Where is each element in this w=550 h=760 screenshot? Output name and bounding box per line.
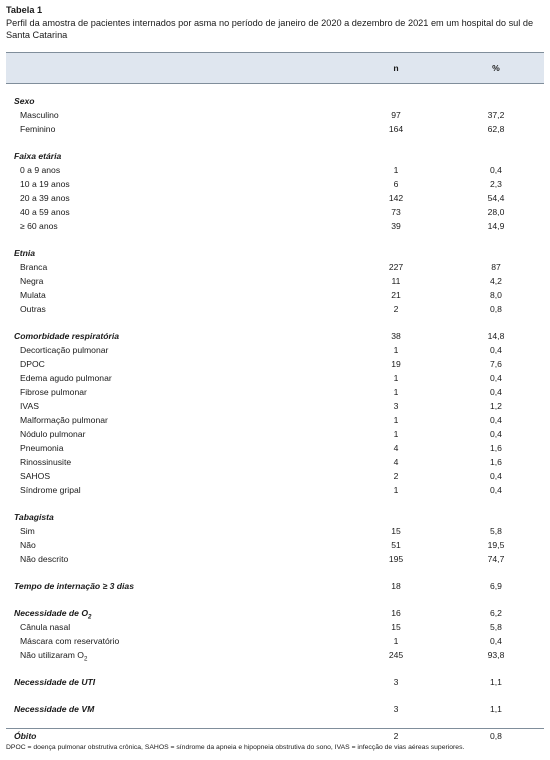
table-row-label: 0 a 9 anos [20,165,61,175]
group-header-label: Necessidade de UTI [14,677,96,687]
table-row-n: 21 [391,290,401,300]
group-header-percent: 6,2 [490,608,502,618]
table-row [6,288,544,302]
table-row [6,385,544,399]
header-n: n [393,63,399,73]
table-row [6,219,544,233]
table-row-percent: 0,4 [490,429,502,439]
table-row-n: 73 [391,207,401,217]
table-row-label: Não descrito [20,554,69,564]
table-row-n: 164 [388,124,404,134]
group-header [6,149,544,163]
table-row-n: 1 [393,429,399,439]
table-row-label: Máscara com reservatório [20,636,120,646]
table-row-label: Malformação pulmonar [20,415,108,425]
group-header-n: 3 [393,704,399,714]
table-row-n: 39 [391,221,401,231]
table-row-label: Edema agudo pulmonar [20,373,112,383]
table-row-percent: 0,4 [490,373,502,383]
table-row [6,483,544,497]
table-row-percent: 4,2 [490,276,502,286]
table-row-n: 227 [388,262,404,272]
group-header-n: 18 [391,581,401,591]
table-row-percent: 87 [491,262,501,272]
table-row-percent: 0,4 [490,345,502,355]
table-number: Tabela 1 [6,5,43,15]
table-row-percent: 74,7 [487,554,505,564]
table-row-percent: 1,6 [490,443,502,453]
table-row [6,371,544,385]
table-row [6,205,544,219]
table-row-label: Rinossinusite [20,457,72,467]
table-row-percent: 1,2 [490,401,502,411]
group-header-n: 38 [391,331,401,341]
table-row-percent: 0,4 [490,636,502,646]
table-row-n: 15 [391,622,401,632]
table-row-n: 51 [391,540,401,550]
table-row-percent: 0,4 [490,165,502,175]
table-row-percent: 37,2 [487,110,505,120]
table-row-n: 15 [391,526,401,536]
table-row [6,524,544,538]
table-row-percent: 28,0 [487,207,505,217]
table-row-percent: 5,8 [490,622,502,632]
group-header [6,510,544,524]
table-row-n: 1 [393,636,399,646]
group-header [6,729,544,743]
group-header [6,94,544,108]
table-row-n: 11 [391,276,401,286]
table-row [6,413,544,427]
table-row-n: 4 [393,443,399,453]
table-row-n: 142 [388,193,404,203]
table-row-n: 3 [393,401,399,411]
table-header [6,52,544,84]
group-header-n: 3 [393,677,399,687]
table-row [6,552,544,566]
table-row [6,108,544,122]
group-header-percent: 14,8 [487,331,505,341]
table-row [6,538,544,552]
table-row-n: 1 [393,373,399,383]
group-header-label: Óbito [14,731,37,741]
group-header [6,329,544,343]
table-row-n: 2 [393,304,399,314]
table-row-label: IVAS [20,401,39,411]
table-row-label: Mulata [20,290,46,300]
table-row-percent: 93,8 [487,650,505,660]
table-row-n: 19 [391,359,401,369]
group-header [6,246,544,260]
table-row-label: Cânula nasal [20,622,71,632]
table-row-label: Nódulo pulmonar [20,429,86,439]
table-row [6,620,544,634]
table-row-label: Fibrose pulmonar [20,387,87,397]
group-header-percent: 1,1 [490,677,502,687]
table-row-percent: 0,4 [490,415,502,425]
table-row-label: SAHOS [20,471,51,481]
table-row-label: DPOC [20,359,45,369]
group-header [6,579,544,593]
group-header-percent: 0,8 [490,731,502,741]
group-header-label: Etnia [14,248,36,258]
group-header-label: Necessidade de VM [14,704,95,714]
table-title: Perfil da amostra de pacientes internados por asma no período de janeiro de 2020 a dezembro de 2021 em um hospital do sul de Santa Catarina [6,17,534,40]
table-row-n: 1 [393,485,399,495]
table-row-n: 1 [393,345,399,355]
table-row [6,469,544,483]
group-header [6,606,544,620]
table-row-percent: 1,6 [490,457,502,467]
group-header-label: Comorbidade respiratória [14,331,120,341]
data-table [6,52,544,741]
group-header-label: Sexo [14,96,35,106]
table-row-label: Pneumonia [20,443,64,453]
table-row [6,427,544,441]
table-row [6,163,544,177]
table-bottom-rule [6,728,544,729]
table-row [6,191,544,205]
group-header-label: Necessidade de $O_2$ [14,608,92,621]
table-row-percent: 2,3 [490,179,502,189]
table-row-n: 97 [391,110,401,120]
table-row-n: 1 [393,387,399,397]
table-row [6,343,544,357]
header-percent: % [492,63,500,73]
table-caption [6,4,546,42]
table-row [6,177,544,191]
table-row-label: 40 a 59 anos [20,207,70,217]
group-header-label: Faixa etária [14,151,62,161]
group-header-percent: 6,9 [490,581,502,591]
table-row-percent: 8,0 [490,290,502,300]
table-row-label: Branca [20,262,48,272]
table-row [6,399,544,413]
group-header [6,702,544,716]
table-row-percent: 14,9 [487,221,505,231]
table-row-label: Sim [20,526,35,536]
table-row-percent: 5,8 [490,526,502,536]
table-footnote: DPOC = doença pulmonar obstrutiva crônica, SAHOS = síndrome da apneia e hipopneia obstrutiva do sono, IVAS = infecção de vias aéreas superiores. [6,744,465,751]
table-row-n: 1 [393,165,399,175]
table-row [6,441,544,455]
table-row-percent: 0,4 [490,471,502,481]
table-row [6,357,544,371]
table-row-label: 10 a 19 anos [20,179,70,189]
table-row [6,648,544,662]
table-row-label: Feminino [20,124,56,134]
table-row-n: 4 [393,457,399,467]
table-row-label: ≥ 60 anos [20,221,58,231]
group-header-label: Tempo de internação ≥ 3 dias [14,581,134,591]
table-row [6,260,544,274]
table-row-label: Não [20,540,36,550]
table-row-n: 1 [393,415,399,425]
group-header-n: 16 [391,608,401,618]
table-row-percent: 0,4 [490,485,502,495]
table-row-n: 195 [388,554,404,564]
table-row-label: Masculino [20,110,59,120]
table-row [6,302,544,316]
table-row-label: Decorticação pulmonar [20,345,109,355]
table-row-percent: 62,8 [487,124,505,134]
group-header-percent: 1,1 [490,704,502,714]
table-row-label: Síndrome gripal [20,485,81,495]
table-row-percent: 54,4 [487,193,505,203]
table-row-label: 20 a 39 anos [20,193,70,203]
table-row-percent: 0,4 [490,387,502,397]
table-row-percent: 7,6 [490,359,502,369]
table-row-n: 6 [393,179,399,189]
table-row-label: Negra [20,276,44,286]
table-row-n: 245 [388,650,404,660]
table-row [6,634,544,648]
table-row-percent: 19,5 [487,540,505,550]
table-row [6,455,544,469]
table-row [6,274,544,288]
group-header-label: Tabagista [14,512,54,522]
table-row-percent: 0,8 [490,304,502,314]
table-row-n: 2 [393,471,399,481]
group-header [6,675,544,689]
table-row [6,122,544,136]
table-row-label: Outras [20,304,46,314]
group-header-n: 2 [393,731,399,741]
table-row-label: Não utilizaram $O_2$ [20,650,88,663]
